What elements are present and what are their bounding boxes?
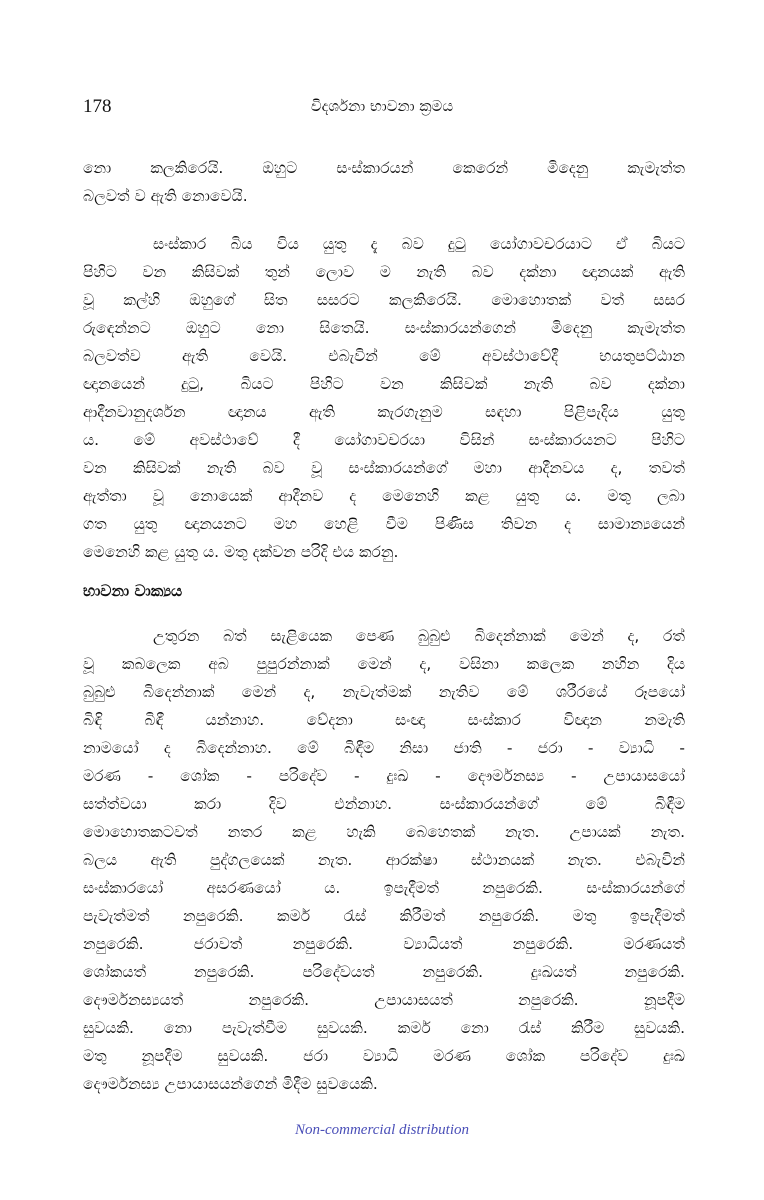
text-line: උතුරන බත් සැළියෙක පෙණ බුබුළු බිදෙන්නාක් මෙන් ද, රත්	[153, 627, 685, 645]
text-line: මොහොතකටවත් නතර කළ හැකි බෙහෙතක් නැත. උපායක් නැත.	[83, 823, 685, 841]
paragraph-2	[83, 230, 685, 566]
text-line: ආදීනවානුදර්ශන ඥානය ඇති කැරගැනුම සඳහා පිළිපැදිය යුතු	[83, 403, 685, 421]
text-line: පිහිට වන කිසිවක් තුන් ලොව ම නැති බව දක්නා ඥානයක් ඇති	[83, 263, 685, 281]
text-line: බුබුළු බිදෙන්නාක් මෙන් ද, නැවැත්මක් නැතිව මේ ශරීරයේ රූපයෝ	[83, 683, 685, 701]
text-line: සංස්කාරයෝ අසරණයෝ ය. ඉපැදීමත් නපුරෙකි. සංස්කාරයන්ගේ	[83, 879, 685, 897]
text-line: සංස්කාර බිය විය යුතු දැ බව දුටු යෝගාවචරයාට ඒ බියට	[153, 235, 685, 253]
footer-notice: Non-commercial distribution	[294, 1122, 470, 1138]
text-line: නො කලකිරෙයි. ඔහුට සංස්කාරයන් කෙරෙන් මිදෙනු කැමැත්ත	[83, 159, 685, 177]
text-line: පැවැත්මත් නපුරෙකි. කර්ම රැස් කිරීමත් නපුරෙකි. මතු ඉපැදීමත්	[83, 907, 685, 925]
section-heading: භාවනා වාක්‍යය	[83, 582, 183, 600]
paragraph-3	[83, 622, 685, 1098]
text-line: මතු නූපදීම සුවයකි. ජරා ව්‍යාධි මරණ ශෝක පරිදේව දුඃඛ	[83, 1047, 685, 1065]
text-line: ඇත්තා වූ නොයෙක් ආදීනව ද මෙනෙහි කළ යුතු ය. මතු ලබා	[83, 487, 685, 505]
text-line: නාමයෝ ද බිදෙන්නාහ. මේ බිඳීම නිසා ජාති - ජරා - ව්‍යාධි -	[83, 739, 685, 757]
text-line: බිඳි බිඳී යන්නාහ. වේදනා සංඥා සංස්කාර විඥාන නමැති	[83, 711, 685, 729]
text-line: බලවත්ව ඇති වෙයි. එබැවින් මේ අවස්ථාවේදී භයතුපට්ඨාන	[83, 347, 685, 365]
text-line: නපුරෙකි. ජරාවත් නපුරෙකි. ව්‍යාධියත් නපුරෙකි. මරණයත්	[83, 935, 685, 953]
text-line: ශෝකයත් නපුරෙකි. පරිදේවයත් නපුරෙකි. දුඃඛයත් නපුරෙකි.	[83, 963, 685, 981]
text-line: බලය ඇති පුද්ගලයෙක් නැත. ආරක්ෂා ස්ථානයක් නැත. එබැවින්	[83, 851, 685, 869]
text-line: සත්ත්වයා කරා දිව එන්නාහ. සංස්කාරයන්ගේ මේ බිඳීම	[83, 795, 685, 813]
text-line: මරණ - ශෝක - පරිදේව - දුඃඛ - දෞර්මනස්‍ය - උපායාසයෝ	[83, 767, 685, 785]
text-line: රුඳෙන්නට ඔහුට නො සිතෙයි. සංස්කාරයන්ගෙන් මිදෙනු කැමැත්ත	[83, 319, 685, 337]
paragraph-1	[83, 154, 685, 210]
text-line: වන කිසිවක් නැති බව වූ සංස්කාරයන්ගේ මහා ආදීනවය ද, තවත්	[83, 459, 685, 477]
text-line: ගත යුතු ඥානයනට මහ හෙළි වීම පිණිස තිවන ද සාමාන්‍යයෙන්	[83, 515, 685, 533]
text-line: දෞර්මනස්‍ය උපායාසයන්ගෙන් මිදීම සුවයෙකි.	[83, 1075, 378, 1093]
text-line: ය. මේ අවස්ථාවේ දී යෝගාවචරයා විසින් සංස්කාරයනට පිහිට	[83, 431, 685, 449]
page-number: 178	[83, 96, 112, 117]
text-line: බලවත් ව ඇති නොවෙයි.	[83, 187, 248, 205]
running-title: විදර්ශනා භාවනා ක්‍රමය	[310, 97, 454, 115]
text-line: වූ කල්හි ඔහුගේ සිත සසරට කලකිරෙයි. මොහොතක් වත් සසර	[83, 291, 685, 309]
text-line: දෞර්මනස්‍යයත් නපුරෙකි. උපායාසයත් නපුරෙකි. නූපදීම	[83, 991, 685, 1009]
text-line: මෙනෙහි කළ යුතු ය. මතු දක්වන පරිදි එය කරනු.	[83, 543, 399, 561]
text-line: වූ කබලෙක අබ පුපුරන්නාක් මෙන් ද, වසිනා කලෙක නහින දිය	[83, 655, 685, 673]
text-line: ඥානයෙන් දුටු, බියට පිහිට වන කිසිවක් නැති බව දක්නා	[83, 375, 685, 393]
text-line: සුවයකි. නො පැවැත්වීම සුවයකි. කර්ම නො රැස් කිරීම සුවයකි.	[83, 1019, 685, 1037]
